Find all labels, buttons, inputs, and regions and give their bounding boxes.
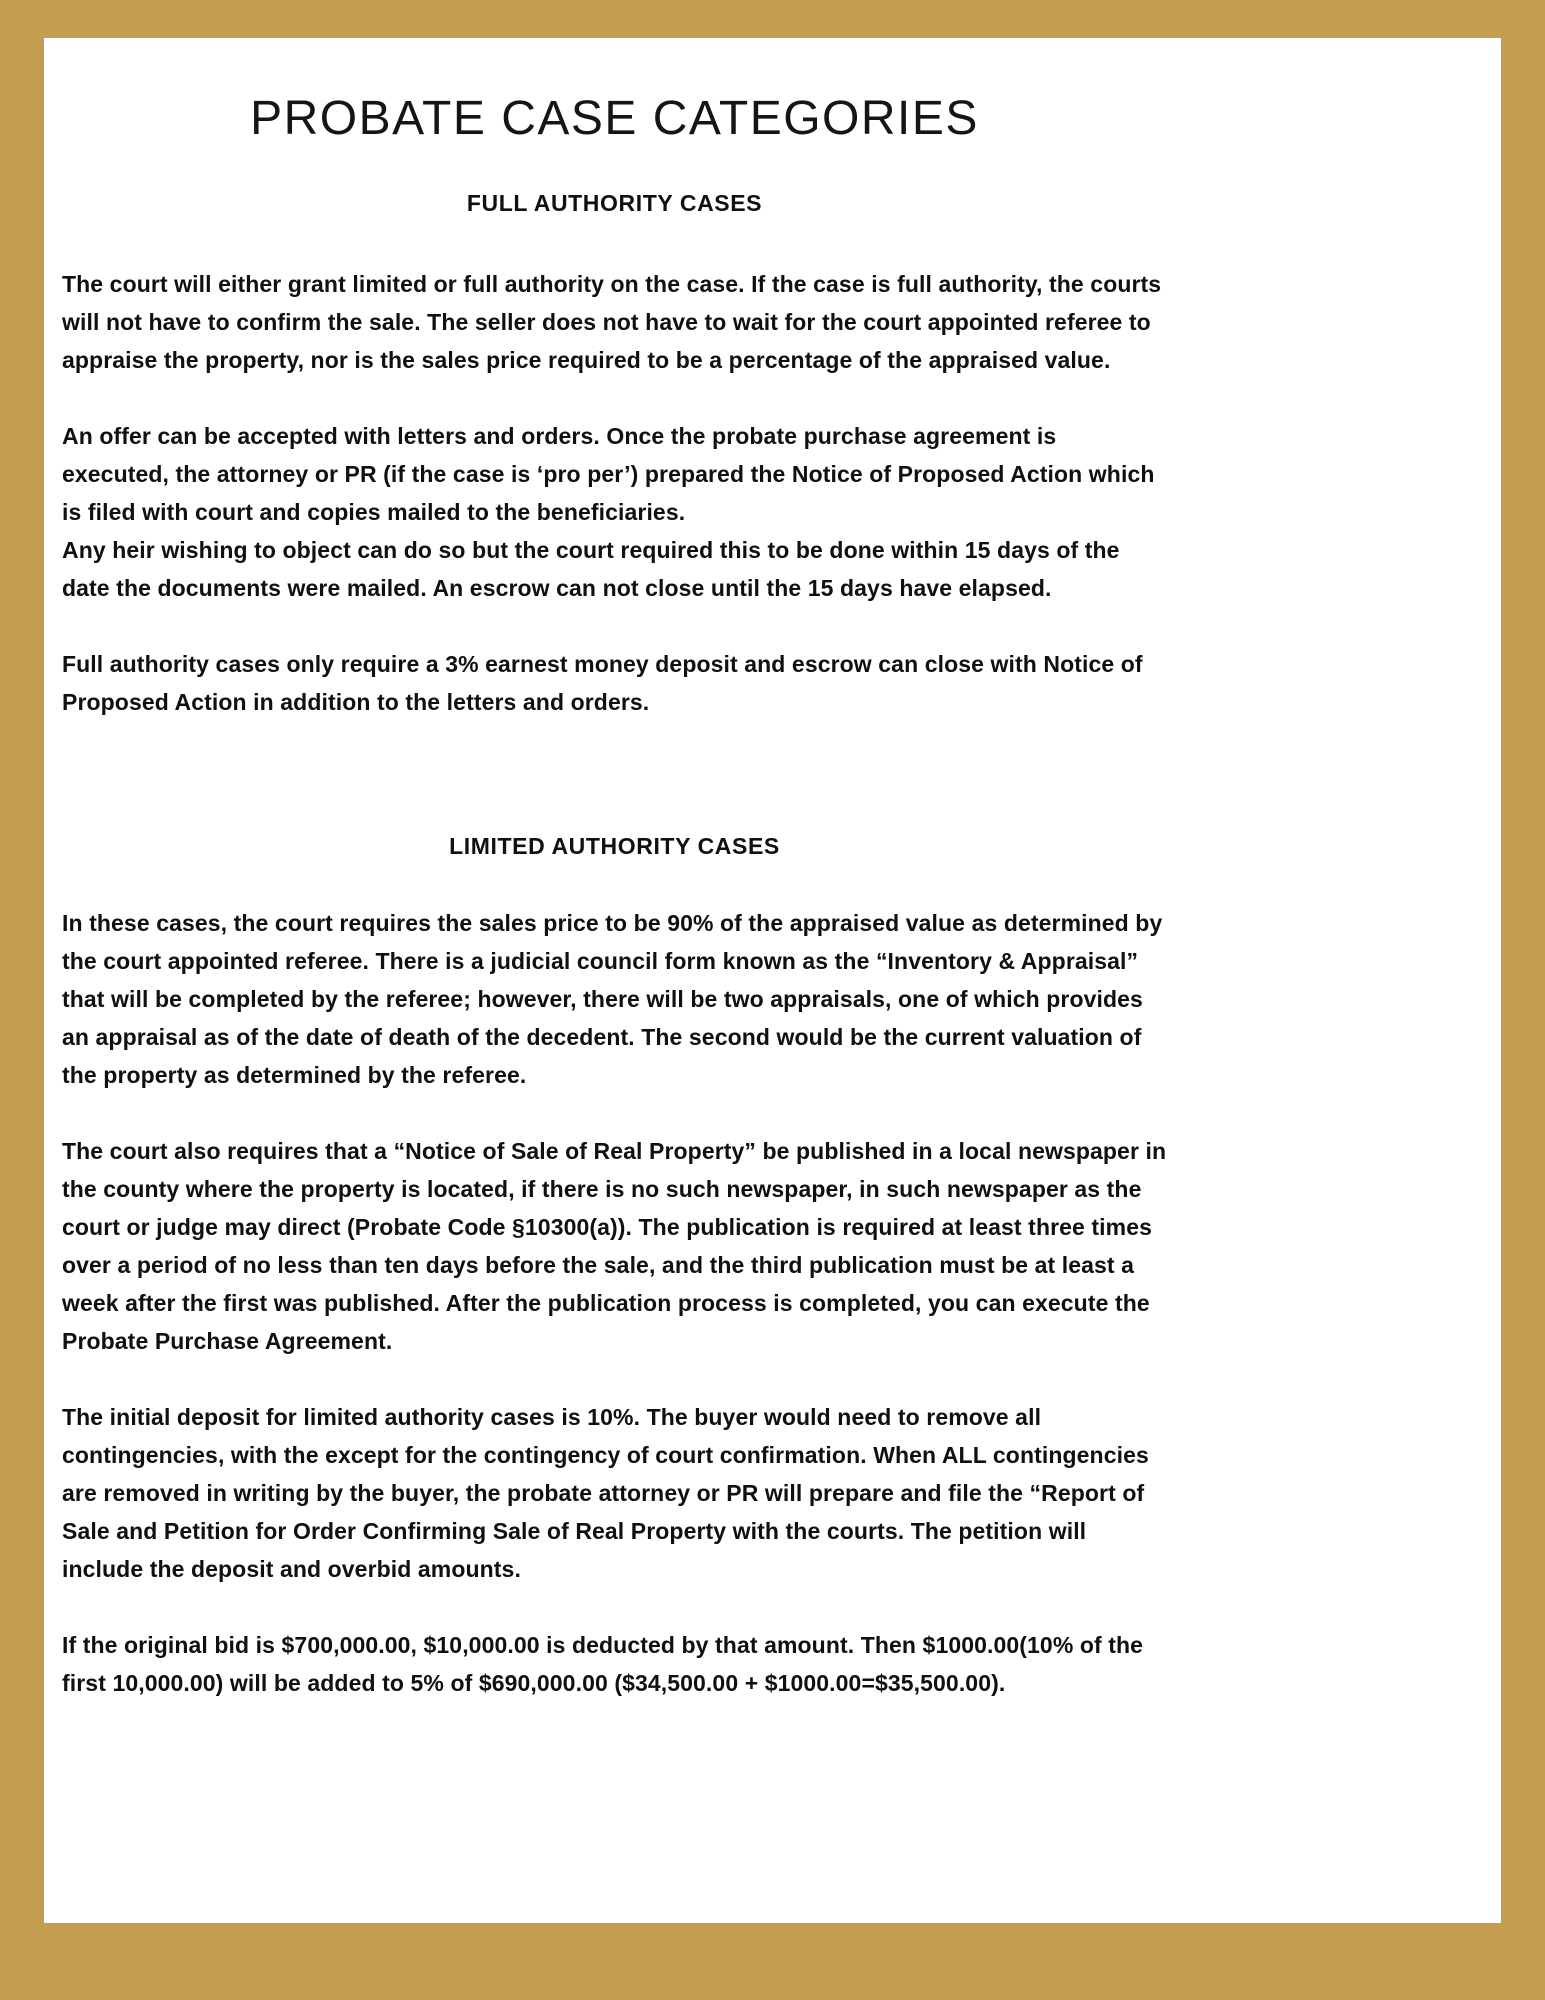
paragraph <box>62 417 1167 607</box>
paragraph <box>62 904 1167 1094</box>
section-limited-authority <box>62 833 1167 1702</box>
paragraph-text: Any heir wishing to object can do so but the court required this to be done within 15 days of the date the documents were mailed. An escrow can not close until the 15 days have elapsed. <box>62 536 1120 601</box>
paragraph <box>62 1132 1167 1360</box>
paragraph-text: The initial deposit for limited authority cases is 10%. The buyer would need to remove all contingencies, with the except for the contingency of court confirmation. When ALL contingencies are removed in writing by the buyer, the probate attorney or PR will prepare and file the “Report of Sale and Petition for Order Confirming Sale of Real Property with the courts. The petition will include the deposit and overbid amounts. <box>62 1403 1149 1582</box>
paragraph-text: An offer can be accepted with letters and orders. Once the probate purchase agreement is executed, the attorney or PR (if the case is ‘pro per’) prepared the Notice of Proposed Action which is filed with court and copies mailed to the beneficiaries. <box>62 422 1155 525</box>
section-full-authority <box>62 190 1167 721</box>
paragraph-text: Full authority cases only require a 3% earnest money deposit and escrow can close with Notice of Proposed Action in addition to the letters and orders. <box>62 650 1143 715</box>
paragraph <box>62 265 1167 379</box>
paragraph <box>62 645 1167 721</box>
paragraph-text: The court also requires that a “Notice of Sale of Real Property” be published in a local newspaper in the county where the property is located, if there is no such newspaper, in such newspaper as the court or judge may direct (Probate Code §10300(a)). The publication is required at least three times over a period of no less than ten days before the sale, and the third publication must be at least a week after the first was published. After the publication process is completed, you can execute the Probate Purchase Agreement. <box>62 1137 1167 1354</box>
paragraph-text: In these cases, the court requires the sales price to be 90% of the appraised value as determined by the court appointed referee. There is a judicial council form known as the “Inventory & Appraisal” that will be completed by the referee; however, there will be two appraisals, one of which provides an appraisal as of the date of death of the decedent. The second would be the current valuation of the property as determined by the referee. <box>62 909 1163 1088</box>
document-page <box>44 38 1501 1923</box>
paragraph-text: If the original bid is $700,000.00, $10,000.00 is deducted by that amount. Then $1000.00(10% of the first 10,000.00) will be added to 5% of $690,000.00 ($34,500.00 + $1000.00=$35,500.00). <box>62 1631 1144 1696</box>
paragraph <box>62 1398 1167 1588</box>
document-content <box>62 38 1167 1702</box>
section-heading-full-authority: FULL AUTHORITY CASES <box>466 189 763 216</box>
paragraph <box>62 1626 1167 1702</box>
page-title: PROBATE CASE CATEGORIES <box>250 92 979 145</box>
section-heading-limited-authority: LIMITED AUTHORITY CASES <box>449 832 780 859</box>
paragraph-text: The court will either grant limited or full authority on the case. If the case is full authority, the courts will not have to confirm the sale. The seller does not have to wait for the court appointed referee to appraise the property, nor is the sales price required to be a percentage of the appraised value. <box>62 270 1162 373</box>
